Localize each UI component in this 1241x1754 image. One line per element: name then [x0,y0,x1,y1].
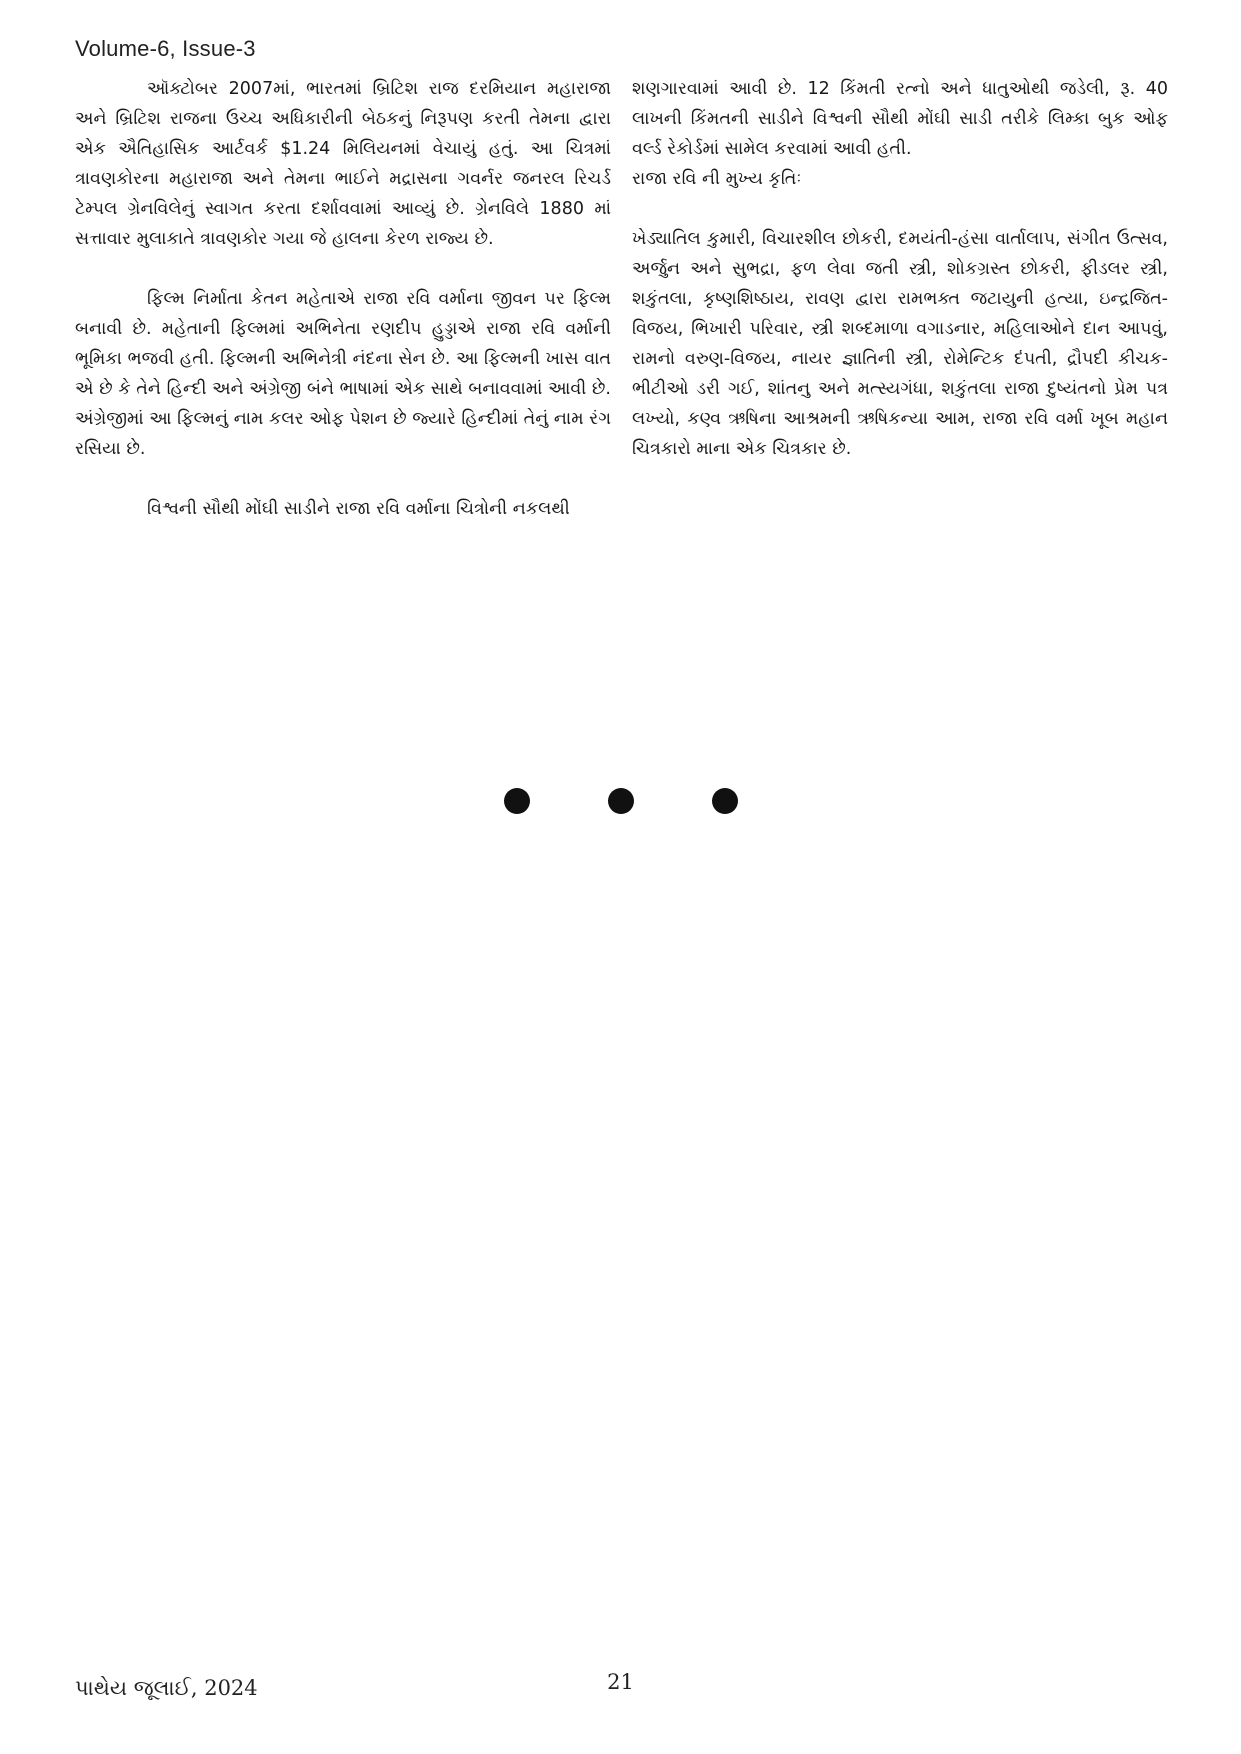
paragraph-spacer [75,464,611,494]
paragraph-artwork-sale: ઑક્ટોબર 2007માં, ભારતમાં બ્રિટિશ રાજ દરમિયાન મહારાજા અને બ્રિટિશ રાજના ઉચ્ચ અધિકારીની બેઠકનું નિરૂપણ કરતી તેમના દ્વારા એક ઐતિહાસિક આર્ટવર્ક $1.24 મિલિયનમાં વેચાયું હતું. આ ચિત્રમાં ત્રાવણકોરના મહારાજા અને તેમના ભાઈને મદ્રાસના ગવર્નર જનરલ રિચર્ડ ટેમ્પલ ગ્રેનવિલેનું સ્વાગત કરતા દર્શાવવામાં આવ્યું છે. ગ્રેનવિલે 1880 માં સત્તાવાર મુલાકાતે ત્રાવણકોર ગયા જે હાલના કેરળ રાજ્ય છે. [75,79,611,249]
left-column [75,74,611,524]
divider-dot [608,788,634,814]
page-number: 21 [607,1670,634,1694]
paragraph-works-list: ખેડ્યાતિલ કુમારી, વિચારશીલ છોકરી, દમયંતી-હંસા વાર્તાલાપ, સંગીત ઉત્સવ, અર્જુન અને સુભદ્રા, ફળ લેવા જતી સ્ત્રી, શોકગ્રસ્ત છોકરી, ફીડલર સ્ત્રી, શકુંતલા, કૃષ્ણશિષ્ઠાય, રાવણ દ્વારા રામભક્ત જટાયુની હત્યા, ઇન્દ્રજિત-વિજય, ભિખારી પરિવાર, સ્ત્રી શબ્દમાળા વગાડનાર, મહિલાઓને દાન આપવું, રામનો વરુણ-વિજય, નાયર જ્ઞાતિની સ્ત્રી, રોમેન્ટિક દંપતી, દ્રૌપદી કીચક-ભીટીઓ ડરી ગઈ, શાંતનુ અને મત્સ્યગંધા, શકુંતલા રાજા દુષ્યંતનો પ્રેમ પત્ર લખ્યો, કણ્વ ઋષિના આશ્રમની ઋષિકન્યા આમ, રાજા રવિ વર્મા ખૂબ મહાન ચિત્રકારો માના એક ચિત્રકાર છે. [632,229,1168,459]
paragraph-saree-continued: શણગારવામાં આવી છે. 12 કિંમતી રત્નો અને ધાતુઓથી જડેલી, રૂ. 40 લાખની કિંમતની સાડીને વિશ્વની સૌથી મોંઘી સાડી તરીકે લિમ્કા બુક ઓફ વર્લ્ડ રેકોર્ડમાં સામેલ કરવામાં આવી હતી. [632,79,1168,159]
section-heading-main-works: રાજા રવિ ની મુખ્ય કૃતિઃ [632,169,802,189]
footer-magazine-date: પાથેય જૂલાઈ, 2024 [75,1676,258,1700]
right-column [632,74,1168,464]
section-divider-dots [0,788,1241,814]
paragraph-film: ફિલ્મ નિર્માતા કેતન મહેતાએ રાજા રવિ વર્માના જીવન પર ફિલ્મ બનાવી છે. મહેતાની ફિલ્મમાં અભિનેતા રણદીપ હુડ્ડાએ રાજા રવિ વર્માની ભૂમિકા ભજવી હતી. ફિલ્મની અભિનેત્રી નંદના સેન છે. આ ફિલ્મની ખાસ વાત એ છે કે તેને હિન્દી અને અંગ્રેજી બંને ભાષામાં એક સાથે બનાવવામાં આવી છે. અંગ્રેજીમાં આ ફિલ્મનું નામ કલર ઓફ પેશન છે જ્યારે હિન્દીમાં તેનું નામ રંગ રસિયા છે. [75,289,611,459]
divider-dot [712,788,738,814]
paragraph-spacer [75,254,611,284]
divider-dot [504,788,530,814]
paragraph-spacer [632,194,1168,224]
issue-header: Volume-6, Issue-3 [75,36,256,61]
paragraph-saree-start: વિશ્વની સૌથી મોંઘી સાડીને રાજા રવિ વર્માના ચિત્રોની નકલથી [147,499,570,519]
